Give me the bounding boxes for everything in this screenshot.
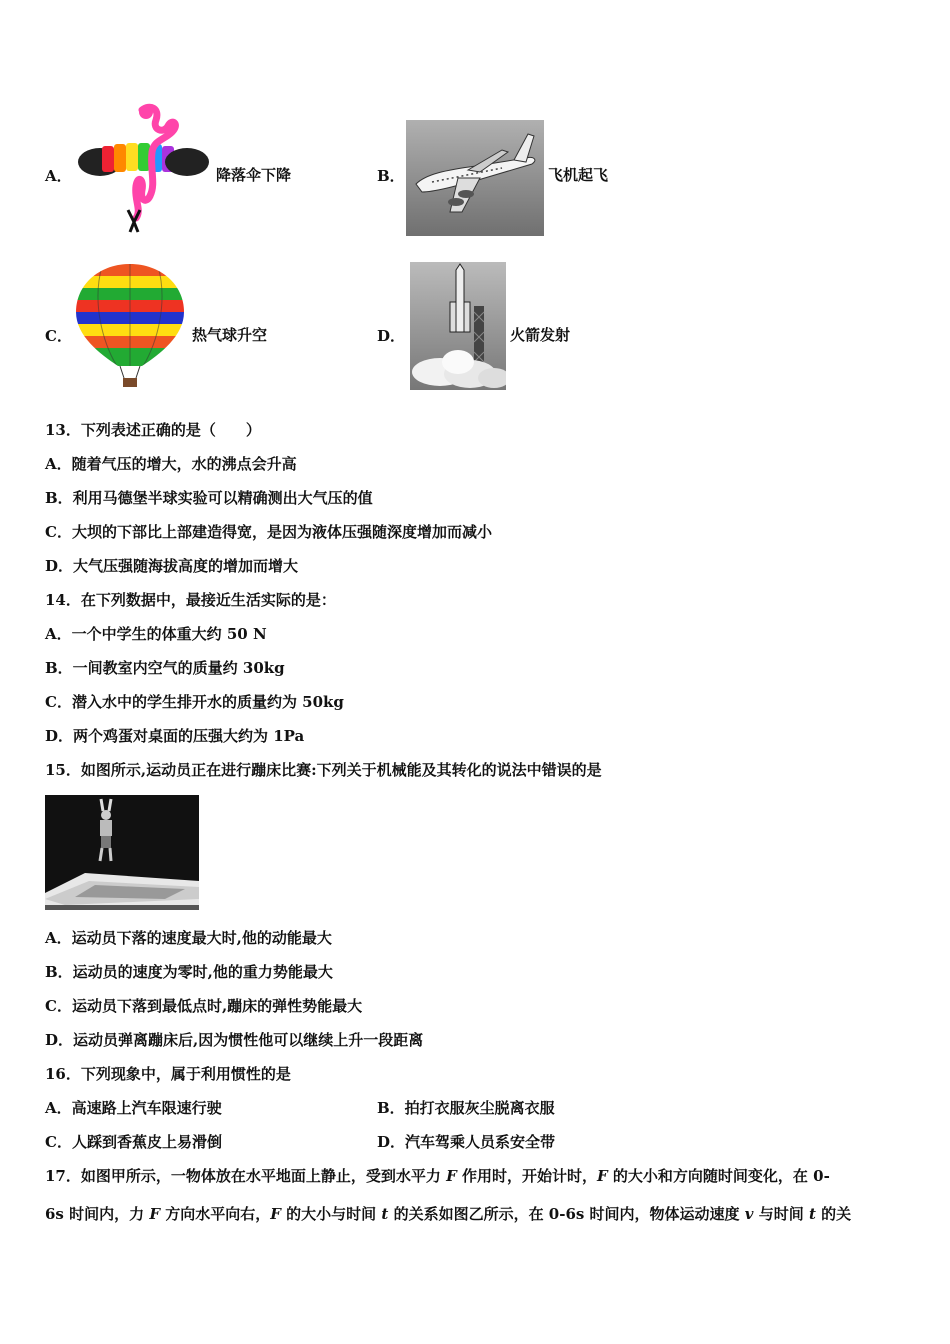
option-d: D．两个鸡蛋对桌面的压强大约为 1Pa [45, 727, 305, 745]
question-stem-line-1: 17．如图甲所示，一物体放在水平地面上静止，受到水平力 F 作用时，开始计时，F 的大小和方向随时间变化，在 0- [45, 1167, 830, 1185]
option-label: 飞机起飞 [548, 166, 609, 184]
question-stem: 13．下列表述正确的是（ ） [45, 421, 261, 439]
option-d: D．大气压强随海拔高度的增加而增大 [45, 557, 299, 575]
option-label: 热气球升空 [192, 326, 268, 344]
option-a: A．运动员下落的速度最大时,他的动能最大 [45, 929, 332, 947]
question-stem: 16．下列现象中，属于利用惯性的是 [45, 1065, 291, 1083]
option-b: B．利用马德堡半球实验可以精确测出大气压的值 [45, 489, 373, 507]
trampoline-image [45, 795, 199, 910]
airplane-image [406, 120, 544, 236]
option-letter: A． [45, 167, 72, 185]
option-label: 降落伞下降 [216, 166, 292, 184]
option-c: C．潜入水中的学生排开水的质量约为 50kg [45, 693, 344, 711]
option-a: A．随着气压的增大，水的沸点会升高 [45, 455, 297, 473]
question-stem-line-2: 6s 时间内，力 F 方向水平向右，F 的大小与时间 t 的关系如图乙所示，在 0-6s 时间内，物体运动速度 v 与时间 t 的关 [45, 1205, 852, 1223]
option-c: C．大坝的下部比上部建造得宽，是因为液体压强随深度增加而减小 [45, 523, 492, 541]
option-d: D．汽车驾乘人员系安全带 [377, 1133, 556, 1151]
hot-air-balloon-image [72, 262, 188, 390]
option-b: B．一间教室内空气的质量约 30kg [45, 659, 285, 677]
option-c: C．运动员下落到最低点时,蹦床的弹性势能最大 [45, 997, 363, 1015]
question-stem: 14．在下列数据中，最接近生活实际的是： [45, 591, 336, 609]
question-stem: 15．如图所示,运动员正在进行蹦床比赛:下列关于机械能及其转化的说法中错误的是 [45, 761, 602, 779]
option-letter: C． [45, 327, 72, 345]
option-b: B．运动员的速度为零时,他的重力势能最大 [45, 963, 333, 981]
rocket-launch-image [410, 262, 506, 390]
option-a: A．高速路上汽车限速行驶 [45, 1099, 222, 1117]
option-label: 火箭发射 [510, 326, 571, 344]
option-a: A．一个中学生的体重大约 50 N [45, 625, 267, 643]
option-d: D．运动员弹离蹦床后,因为惯性他可以继续上升一段距离 [45, 1031, 424, 1049]
option-letter: D． [377, 327, 406, 345]
option-letter: B． [377, 167, 405, 185]
parachute-image [72, 100, 212, 235]
option-c: C．人踩到香蕉皮上易滑倒 [45, 1133, 222, 1151]
option-b: B．拍打衣服灰尘脱离衣服 [377, 1099, 555, 1117]
